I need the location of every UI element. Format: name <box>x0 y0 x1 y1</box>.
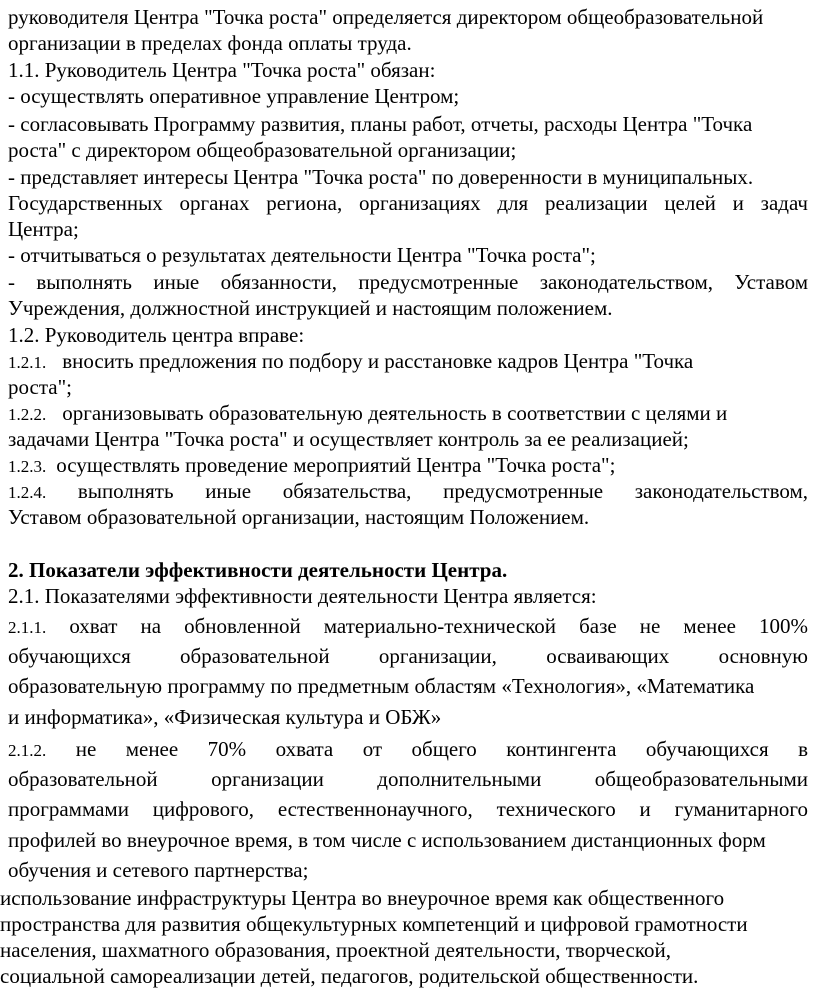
item-text: вносить предложения по подбору и расстановке кадров Центра "Точка <box>62 349 694 373</box>
text-line: образовательной организации дополнительными общеобразовательными <box>8 767 808 791</box>
item-1-2-1 <box>8 348 808 376</box>
text-line: и информатика», «Физическая культура и ОБЖ» <box>8 705 442 729</box>
item-text: осуществлять проведение мероприятий Центра "Точка роста"; <box>56 453 616 477</box>
text-line: программами цифрового, естественнонаучного, технического и гуманитарного <box>8 797 808 821</box>
clause-1-2: 1.2. Руководитель центра вправе: <box>8 323 305 347</box>
text-line: руководителя Центра "Точка роста" определяется директором общеобразовательной <box>8 5 764 29</box>
text-line: использование инфраструктуры Центра во внеурочное время как общественного <box>0 886 725 910</box>
item-text: не менее 70% охвата от общего контингента обучающихся в <box>75 737 808 761</box>
text-line: задачами Центра "Точка роста" и осуществляет контроль за ее реализацией; <box>8 427 689 451</box>
text-line: обучающихся образовательной организации, осваивающих основную <box>8 644 808 668</box>
text-line: обучения и сетевого партнерства; <box>8 858 309 882</box>
item-text: организовывать образовательную деятельность в соответствии с целями и <box>62 401 728 425</box>
text-line: Центра; <box>8 217 79 241</box>
text-line: Государственных органах региона, организациях для реализации целей и задач <box>8 191 808 215</box>
text-line: профилей во внеурочное время, в том числе с использованием дистанционных форм <box>8 828 766 852</box>
text-line: образовательную программу по предметным областям «Технология», «Математика <box>8 674 755 698</box>
item-1-2-4 <box>8 478 808 506</box>
clause-2-1: 2.1. Показателями эффективности деятельности Центра является: <box>8 584 597 608</box>
text-line: населения, шахматного образования, проектной деятельности, творческой, <box>0 938 671 962</box>
clause-1-1: 1.1. Руководитель Центра "Точка роста" обязан: <box>8 58 436 82</box>
item-number: 2.1.1. <box>8 618 47 637</box>
list-item: - осуществлять оперативное управление Центром; <box>8 84 460 108</box>
list-item: - отчитываться о результатах деятельности Центра "Точка роста"; <box>8 243 596 267</box>
list-item: - согласовывать Программу развития, планы работ, отчеты, расходы Центра "Точка <box>8 112 753 136</box>
item-text: выполнять иные обязательства, предусмотренные законодательством, <box>77 479 809 503</box>
list-item: - выполнять иные обязанности, предусмотренные законодательством, Уставом <box>8 270 808 294</box>
text-line: роста"; <box>8 375 73 399</box>
item-number: 1.2.3. <box>8 457 47 476</box>
section-heading: 2. Показатели эффективности деятельности Центра. <box>8 558 508 582</box>
text-line: Уставом образовательной организации, настоящим Положением. <box>8 505 590 529</box>
item-text: охват на обновленной материально-технической базе не менее 100% <box>69 614 808 638</box>
item-1-2-2 <box>8 400 808 428</box>
text-line: Учреждения, должностной инструкцией и настоящим положением. <box>8 296 613 320</box>
item-2-1-1 <box>8 613 808 641</box>
list-item: - представляет интересы Центра "Точка роста" по доверенности в муниципальных. <box>8 165 754 189</box>
item-2-1-2 <box>8 736 808 764</box>
item-1-2-3 <box>8 452 808 480</box>
item-number: 1.2.4. <box>8 483 47 502</box>
item-number: 2.1.2. <box>8 741 47 760</box>
item-number: 1.2.2. <box>8 405 47 424</box>
text-line: пространства для развития общекультурных компетенций и цифровой грамотности <box>0 912 748 936</box>
text-line: социальной самореализации детей, педагогов, родительской общественности. <box>0 964 699 988</box>
text-line: организации в пределах фонда оплаты труда. <box>8 31 412 55</box>
text-line: роста" с директором общеобразовательной организации; <box>8 138 517 162</box>
item-number: 1.2.1. <box>8 353 47 372</box>
